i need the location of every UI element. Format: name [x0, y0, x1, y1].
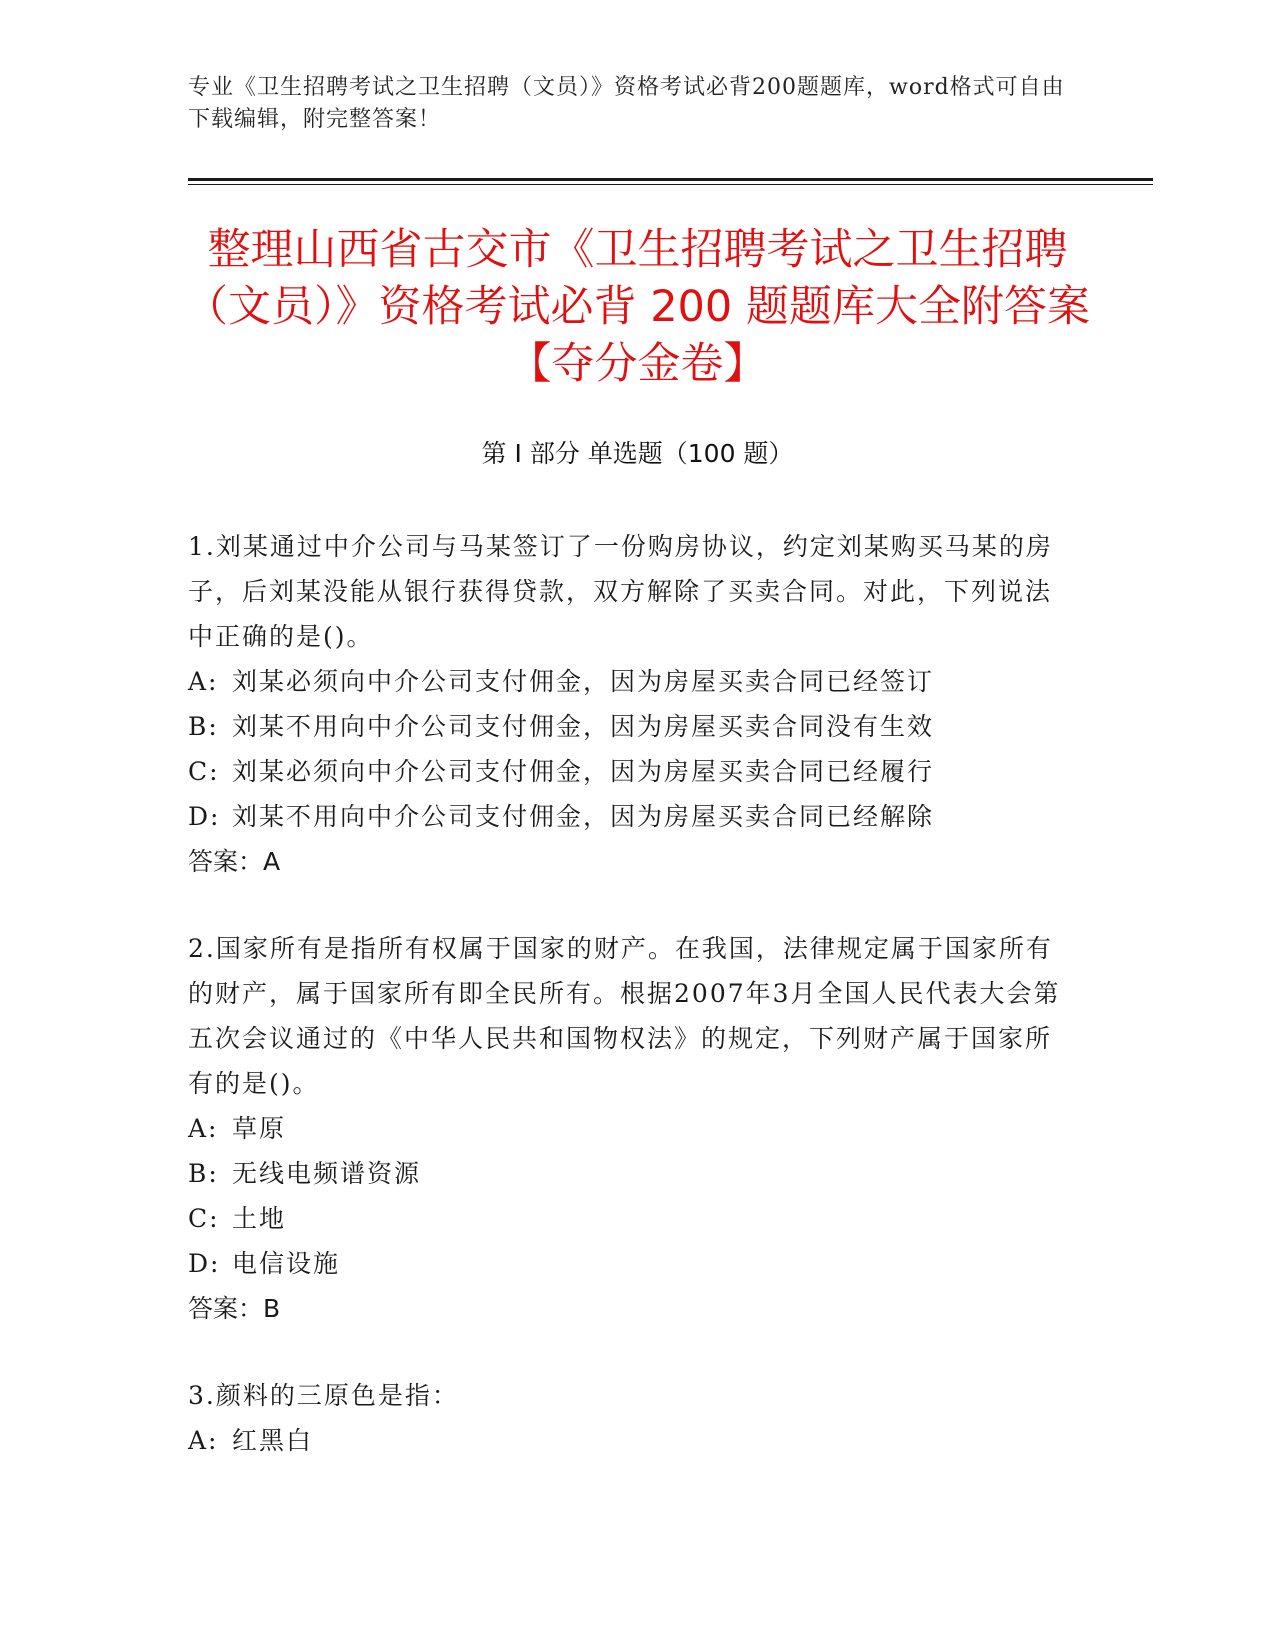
option-text: 刘某必须向中介公司支付佣金，因为房屋买卖合同已经履行 — [232, 757, 935, 786]
option-letter: A: — [188, 1114, 219, 1143]
option-letter: D: — [188, 802, 221, 831]
option-text: 刘某不用向中介公司支付佣金，因为房屋买卖合同已经解除 — [232, 802, 935, 831]
option-a — [188, 1418, 1073, 1463]
option-b — [188, 704, 1073, 749]
answer-line: 答案：A — [188, 847, 281, 876]
document-title: 整理山西省古交市《卫生招聘考试之卫生招聘（文员）》资格考试必背 200 题题库大全附答案【夺分金卷】 — [185, 225, 1090, 389]
option-c — [188, 1196, 1073, 1241]
question-3 — [188, 1373, 1073, 1463]
option-letter: A: — [188, 1426, 219, 1455]
option-letter: A: — [188, 667, 219, 696]
option-letter: C: — [188, 757, 220, 786]
header-rule-thin — [188, 184, 1153, 185]
option-list — [188, 1106, 1073, 1286]
option-text: 刘某不用向中介公司支付佣金，因为房屋买卖合同没有生效 — [232, 712, 935, 741]
option-text: 土地 — [232, 1204, 287, 1233]
option-letter: B: — [188, 712, 219, 741]
option-d — [188, 1241, 1073, 1286]
section-heading: 第 I 部分 单选题（100 题） — [481, 439, 794, 468]
question-text: 2.国家所有是指所有权属于国家的财产。在我国，法律规定属于国家所有的财产，属于国家所有即全民所有。根据2007年3月全国人民代表大会第五次会议通过的《中华人民共和国物权法》的规定，下列财产属于国家所有的是()。 — [188, 934, 1061, 1098]
option-d — [188, 794, 1073, 839]
question-2 — [188, 926, 1073, 1331]
question-text: 1.刘某通过中介公司与马某签订了一份购房协议，约定刘某购买马某的房子，后刘某没能从银行获得贷款，双方解除了买卖合同。对此，下列说法中正确的是()。 — [188, 532, 1053, 651]
option-b — [188, 1151, 1073, 1196]
option-text: 刘某必须向中介公司支付佣金，因为房屋买卖合同已经签订 — [232, 667, 935, 696]
option-list — [188, 659, 1073, 839]
option-c — [188, 749, 1073, 794]
header-rule-thick — [188, 178, 1153, 181]
question-1 — [188, 524, 1073, 884]
question-list — [188, 524, 1073, 1505]
option-a — [188, 1106, 1073, 1151]
option-text: 红黑白 — [232, 1426, 314, 1455]
header-note: 专业《卫生招聘考试之卫生招聘（文员）》资格考试必背200题题库，word格式可自由下载编辑，附完整答案！ — [188, 75, 1065, 132]
option-letter: D: — [188, 1249, 221, 1278]
option-text: 草原 — [232, 1114, 287, 1143]
option-text: 电信设施 — [232, 1249, 341, 1278]
option-text: 无线电频谱资源 — [232, 1159, 422, 1188]
option-a — [188, 659, 1073, 704]
option-letter: C: — [188, 1204, 220, 1233]
question-text: 3.颜料的三原色是指： — [188, 1381, 459, 1410]
option-letter: B: — [188, 1159, 219, 1188]
option-list — [188, 1418, 1073, 1463]
answer-line: 答案：B — [188, 1294, 281, 1323]
